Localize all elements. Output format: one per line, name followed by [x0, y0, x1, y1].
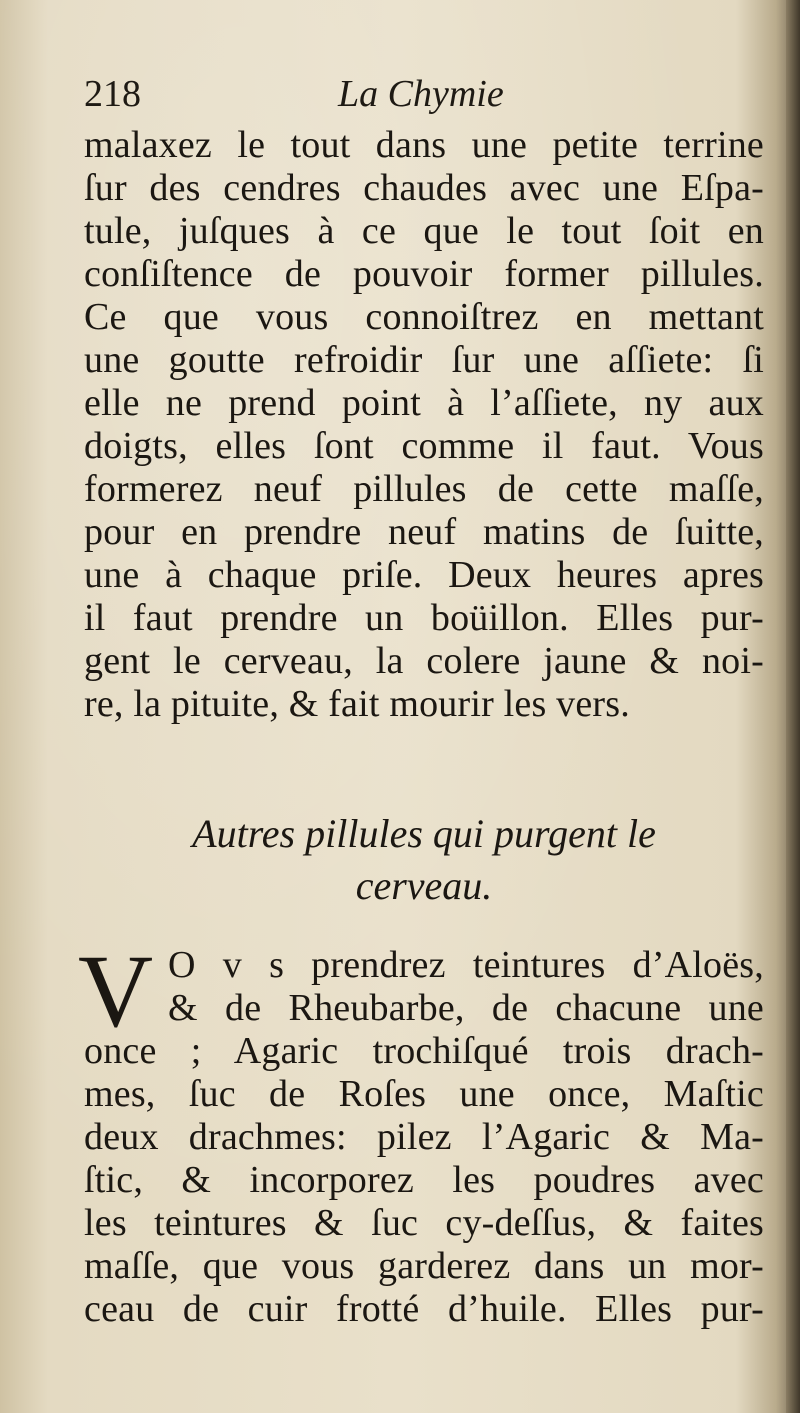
text-line: maſſe, que vous garderez dans un mor-	[84, 1245, 764, 1287]
text-line: doigts, elles ſont comme il faut. Vous	[84, 425, 764, 467]
page-header	[84, 72, 764, 128]
running-title: La Chymie	[338, 73, 504, 115]
text-line: once ; Agaric trochiſqué trois drach-	[84, 1030, 764, 1072]
text-line: ceau de cuir frotté d’huile. Elles pur-	[84, 1288, 764, 1330]
text-line: & de Rheubarbe, de chacune une	[168, 987, 764, 1029]
page-edge	[786, 0, 800, 1413]
text-line: formerez neuf pillules de cette maſſe,	[84, 468, 764, 510]
text-line: elle ne prend point à l’aſſiete, ny aux	[84, 382, 764, 424]
section-title-line-2: cerveau.	[355, 863, 493, 908]
paragraph-2-indented	[168, 944, 764, 1030]
text-line: re, la pituite, & fait mourir les vers.	[84, 683, 630, 725]
text-line: tule, juſques à ce que le tout ſoit en	[84, 210, 764, 252]
text-line: une goutte refroidir ſur une aſſiete: ſi	[84, 339, 764, 381]
text-line: les teintures & ſuc cy-deſſus, & faites	[84, 1202, 764, 1244]
text-line: conſiſtence de pouvoir former pillules.	[84, 253, 764, 295]
drop-cap: V	[78, 934, 154, 1049]
page-number: 218	[84, 73, 141, 115]
text-line: O v s prendrez teintures d’Aloës,	[168, 944, 764, 986]
text-line: mes, ſuc de Roſes une once, Maſtic	[84, 1073, 764, 1115]
text-line: ſtic, & incorporez les poudres avec	[84, 1159, 764, 1201]
text-line: deux drachmes: pilez l’Agaric & Ma-	[84, 1116, 764, 1158]
text-line: gent le cerveau, la colere jaune & noi-	[84, 640, 764, 682]
paragraph-1	[84, 124, 764, 726]
paragraph-2	[84, 1030, 764, 1331]
text-line: ſur des cendres chaudes avec une Eſpa-	[84, 167, 764, 209]
text-line: Ce que vous connoiſtrez en mettant	[84, 296, 764, 338]
section-title-line-1: Autres pillules qui purgent le	[192, 811, 656, 856]
text-line: une à chaque priſe. Deux heures apres	[84, 554, 764, 596]
text-line: il faut prendre un boüillon. Elles pur-	[84, 597, 764, 639]
text-line: malaxez le tout dans une petite terrine	[84, 124, 764, 166]
text-line: pour en prendre neuf matins de ſuitte,	[84, 511, 764, 553]
